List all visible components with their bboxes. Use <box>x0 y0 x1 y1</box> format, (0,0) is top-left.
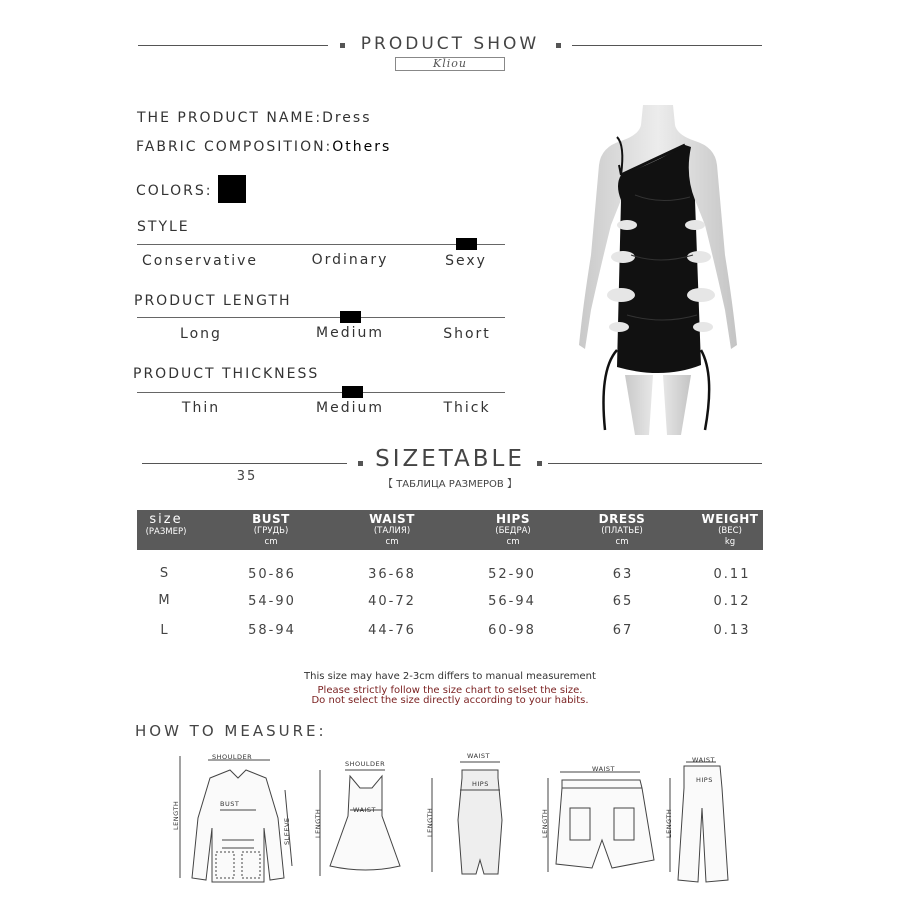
color-swatch-black[interactable] <box>218 175 246 203</box>
length-title: PRODUCT LENGTH <box>134 293 292 309</box>
table-cell: 52-90 <box>488 567 536 582</box>
coat-sleeve-label: SLEEVE <box>283 817 291 845</box>
sizetable-rule-right <box>548 463 762 464</box>
page-number: 35 <box>236 469 258 484</box>
table-cell: 58-94 <box>248 623 296 638</box>
skirt-hips-label: HIPS <box>472 780 489 788</box>
coat-shoulder-label: SHOULDER <box>212 753 253 761</box>
skirt-icon <box>432 762 502 874</box>
table-cell: 44-76 <box>368 623 416 638</box>
brand-label: Kliou <box>395 57 505 71</box>
dress-waist-label: WAIST <box>353 806 377 814</box>
trousers-hips-label: HIPS <box>696 776 713 784</box>
coat-icon <box>180 756 292 882</box>
thickness-option-thick: Thick <box>443 400 491 416</box>
thickness-scale-marker <box>342 386 363 398</box>
header-size: size (РАЗМЕР) <box>145 512 187 537</box>
length-scale-marker <box>340 311 361 323</box>
table-cell: 0.13 <box>713 623 751 638</box>
table-cell: 40-72 <box>368 594 416 609</box>
table-cell: 65 <box>612 594 634 609</box>
thickness-scale-line <box>137 392 505 393</box>
how-to-measure-title: HOW TO MEASURE: <box>135 722 327 740</box>
mannequin-legs <box>625 375 691 435</box>
table-cell: M <box>158 593 172 608</box>
fabric-composition <box>136 139 391 155</box>
dress-icon <box>320 770 400 876</box>
shorts-waist-label: WAIST <box>592 765 616 773</box>
table-cell: 54-90 <box>248 594 296 609</box>
fabric-label: FABRIC COMPOSITION: <box>136 139 333 155</box>
header-weight: WEIGHT (ВЕС) kg <box>701 512 759 547</box>
dress-shoulder-label: SHOULDER <box>345 760 386 768</box>
style-option-conservative: Conservative <box>141 253 259 269</box>
table-cell: 0.11 <box>713 567 751 582</box>
coat-length-label: LENGTH <box>172 800 180 830</box>
size-warning-1: Please strictly follow the size chart to selset the size. <box>317 685 583 696</box>
sizetable-title: SIZETABLE <box>375 446 525 472</box>
trousers-waist-label: WAIST <box>692 756 716 764</box>
length-option-long: Long <box>180 326 222 342</box>
style-option-sexy: Sexy <box>445 253 487 269</box>
sizetable-subtitle: 【 ТАБЛИЦА РАЗМЕРОВ 】 <box>383 479 517 490</box>
thickness-option-medium: Medium <box>316 400 384 416</box>
header-bust: BUST (ГРУДЬ) cm <box>252 512 290 547</box>
shorts-icon <box>548 772 654 872</box>
product-name <box>137 110 372 126</box>
product-name-label: THE PRODUCT NAME: <box>137 110 323 126</box>
dress-length-label: LENGTH <box>314 808 322 838</box>
style-scale-marker <box>456 238 477 250</box>
product-name-value: Dress <box>322 110 372 126</box>
table-cell: 0.12 <box>713 594 751 609</box>
trousers-length-label: LENGTH <box>665 808 673 838</box>
table-cell: 50-86 <box>248 567 296 582</box>
measurement-note: This size may have 2-3cm differs to manual measurement <box>304 671 596 682</box>
header-waist: WAIST (ТАЛИЯ) cm <box>369 512 415 547</box>
table-cell: 63 <box>612 567 634 582</box>
header-square-left <box>340 43 345 48</box>
length-option-short: Short <box>443 326 491 342</box>
header-hips: HIPS (БЕДРА) cm <box>495 512 531 547</box>
table-cell: 56-94 <box>488 594 536 609</box>
table-cell: 67 <box>612 623 634 638</box>
header-dress: DRESS (ПЛАТЬЕ) cm <box>598 512 646 547</box>
skirt-length-label: LENGTH <box>426 807 434 837</box>
sizetable-square-right <box>537 461 542 466</box>
skirt-waist-label: WAIST <box>467 752 491 760</box>
style-option-ordinary: Ordinary <box>311 252 389 268</box>
length-option-medium: Medium <box>316 325 384 341</box>
measure-illustrations <box>160 748 740 890</box>
header-rule-left <box>138 45 328 46</box>
length-scale-line <box>137 317 505 318</box>
sizetable-rule-left <box>142 463 347 464</box>
thickness-option-thin: Thin <box>181 400 221 416</box>
colors-label: COLORS: <box>136 183 213 199</box>
page-title: PRODUCT SHOW <box>360 34 540 54</box>
table-cell: L <box>160 623 170 638</box>
style-scale-line <box>137 244 505 245</box>
sizetable-header <box>137 510 763 550</box>
style-title: STYLE <box>137 219 190 235</box>
table-cell: S <box>159 566 171 581</box>
table-cell: 60-98 <box>488 623 536 638</box>
size-warning-2: Do not select the size directly according to your habits. <box>311 695 589 706</box>
table-cell: 36-68 <box>368 567 416 582</box>
shorts-length-label: LENGTH <box>541 808 549 838</box>
header-square-right <box>556 43 561 48</box>
product-photo <box>565 105 750 435</box>
coat-bust-label: BUST <box>220 800 240 808</box>
thickness-title: PRODUCT THICKNESS <box>133 366 320 382</box>
fabric-value: Others <box>332 139 392 155</box>
header-rule-right <box>572 45 762 46</box>
